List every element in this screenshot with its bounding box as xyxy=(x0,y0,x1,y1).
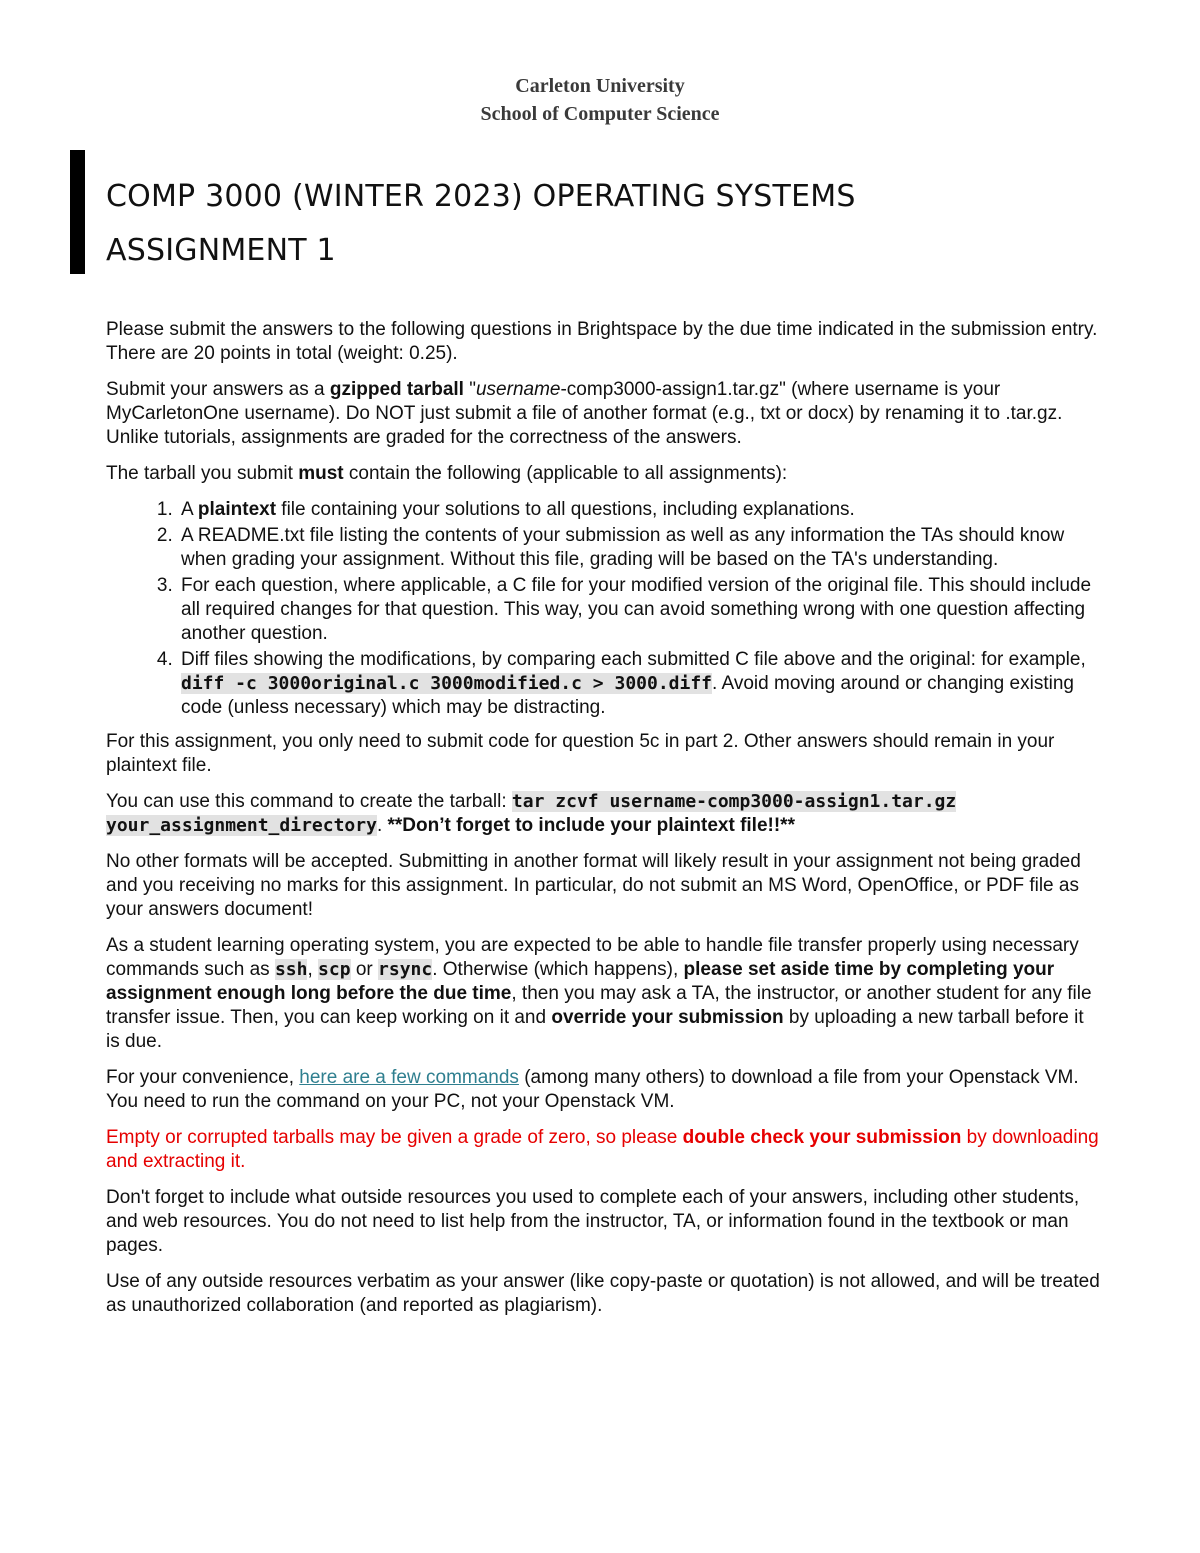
file-transfer-paragraph xyxy=(106,934,1101,1054)
text: by uploading a new tarball before it is due. xyxy=(106,1007,1084,1052)
text: You can use this command to create the tarball: xyxy=(106,791,512,812)
document-header xyxy=(0,72,1200,128)
text: by downloading and extracting it. xyxy=(106,1127,1099,1172)
empty-tarball-warning xyxy=(106,1126,1101,1174)
title-line-course: COMP 3000 (WINTER 2023) OPERATING SYSTEMS xyxy=(106,179,856,214)
tarball-contents-paragraph xyxy=(106,462,1101,486)
text: . Otherwise (which happens), xyxy=(432,959,684,980)
bold-text: double check your submission xyxy=(682,1127,962,1148)
document-title xyxy=(106,170,1166,278)
bold-text: **Don’t forget to include your plaintext file!!** xyxy=(387,815,795,836)
italic-text: username xyxy=(475,379,561,400)
requirements-list xyxy=(106,498,1101,720)
text: , xyxy=(307,959,319,980)
tarball-command-paragraph xyxy=(106,790,1101,838)
text: " xyxy=(463,379,476,400)
ssh-code: ssh xyxy=(274,959,308,980)
plagiarism-paragraph: Use of any outside resources verbatim as your answer (like copy-paste or quotation) is not allowed, and will be treated as unauthorized collaboration (and reported as plagiarism). xyxy=(106,1271,1100,1316)
convenience-paragraph xyxy=(106,1066,1101,1114)
list-item xyxy=(178,648,1101,720)
bold-text: override your submission xyxy=(551,1007,784,1028)
text: file containing your solutions to all questions, including explanations. xyxy=(276,499,855,520)
resources-paragraph: Don't forget to include what outside resources you used to complete each of your answers, including other students, and web resources. You do not need to list help from the instructor, TA, or information found in the textbook or man pages. xyxy=(106,1187,1080,1256)
text: For your convenience, xyxy=(106,1067,300,1088)
bold-text: must xyxy=(298,463,344,484)
list-item: 2. A README.txt file listing the contents of your submission as well as any information the TAs should know when grading your assignment. Without this file, grading will be based on the TA's understanding. xyxy=(178,524,1101,572)
text: or xyxy=(350,959,379,980)
text: , then you may ask a TA, the instructor, or another student for any file transfer issue. Then, you can keep working on it and xyxy=(106,983,1092,1028)
submission-format-paragraph xyxy=(106,378,1101,450)
text: A xyxy=(181,499,198,520)
rsync-code: rsync xyxy=(378,959,433,980)
text: Diff files showing the modifications, by comparing each submitted C file above and the original: for example, xyxy=(181,649,1086,670)
text: contain the following (applicable to all assignments): xyxy=(343,463,788,484)
list-item: 3. For each question, where applicable, a C file for your modified version of the original file. This should include all required changes for that question. This way, you can avoid something wrong with one question affecting another question. xyxy=(178,574,1101,646)
tar-command-code: tar zcvf username-comp3000-assign1.tar.gz your_assignment_directory xyxy=(106,791,957,836)
text: As a student learning operating system, you are expected to be able to handle file transfer properly using necessary commands such as xyxy=(106,935,1079,980)
text: . xyxy=(376,815,388,836)
school-name: School of Computer Science xyxy=(480,103,720,125)
list-item xyxy=(178,498,1101,522)
code-submission-paragraph: For this assignment, you only need to submit code for question 5c in part 2. Other answers should remain in your plaintext file. xyxy=(106,731,1055,776)
diff-command-code: diff -c 3000original.c 3000modified.c > 3000.diff xyxy=(181,673,713,694)
text: Submit your answers as a xyxy=(106,379,330,400)
text: (among many others) to download a file from your Openstack VM. You need to run the command on your PC, not your Openstack VM. xyxy=(106,1067,1079,1112)
download-commands-link[interactable]: here are a few commands xyxy=(299,1067,519,1088)
text: Empty or corrupted tarballs may be given a grade of zero, so please xyxy=(106,1127,683,1148)
text: The tarball you submit xyxy=(106,463,299,484)
bold-text: gzipped tarball xyxy=(329,379,464,400)
intro-paragraph: Please submit the answers to the following questions in Brightspace by the due time indicated in the submission entry. There are 20 points in total (weight: 0.25). xyxy=(106,319,1098,364)
formats-warning-paragraph: No other formats will be accepted. Submitting in another format will likely result in your assignment not being graded and you receiving no marks for this assignment. In particular, do not submit an MS Word, OpenOffice, or PDF file as your answers document! xyxy=(106,851,1081,920)
text: -comp3000-assign1.tar.gz" (where username is your MyCarletonOne username). Do NOT just submit a file of another format (e.g., txt or docx) by renaming it to .tar.gz. Unlike tutorials, assignments are graded for the correctness of the answers. xyxy=(106,379,1063,448)
bold-text: please set aside time by completing your assignment enough long before the due time xyxy=(106,959,1055,1004)
text: . Avoid moving around or changing existing code (unless necessary) which may be distracting. xyxy=(181,673,1074,718)
title-line-assignment: ASSIGNMENT 1 xyxy=(106,233,336,268)
document-body xyxy=(106,318,1101,1330)
scp-code: scp xyxy=(318,959,351,980)
university-name: Carleton University xyxy=(515,75,685,97)
bold-text: plaintext xyxy=(197,499,277,520)
title-accent-bar xyxy=(70,150,85,274)
